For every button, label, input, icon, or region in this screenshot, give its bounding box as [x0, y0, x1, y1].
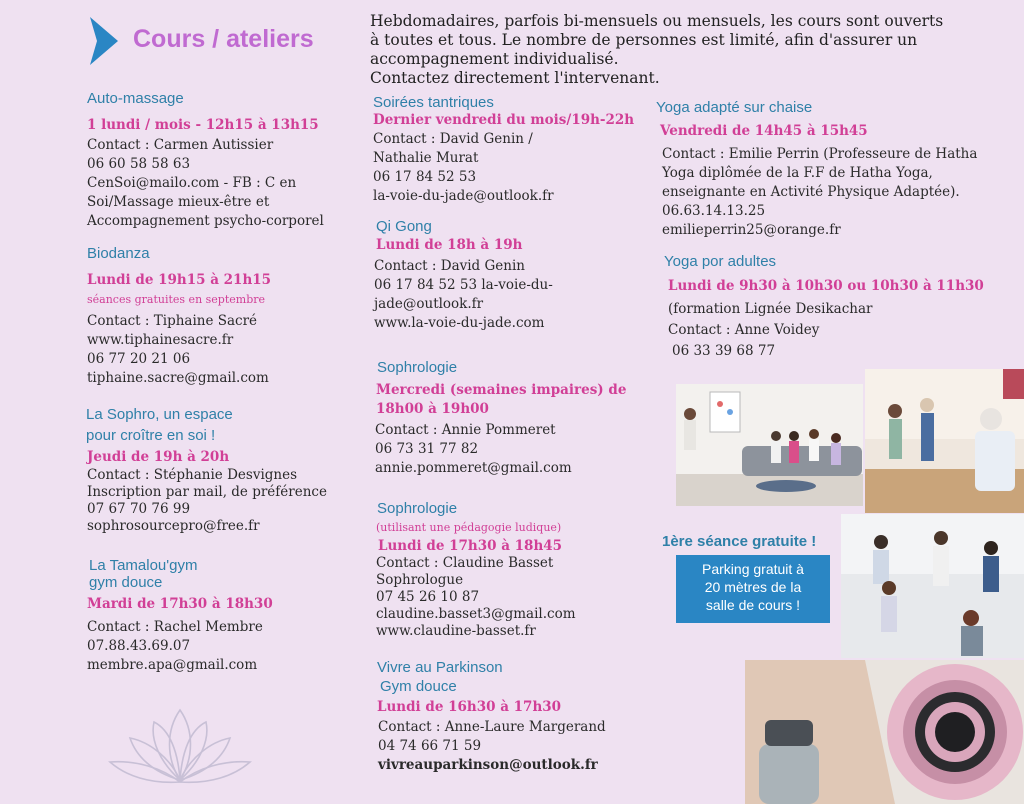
section-title-biodanza: Biodanza [87, 245, 150, 262]
schedule-sophrologie-2: Lundi de 17h30 à 18h45 [378, 538, 563, 554]
contact-sophrologie-2: Contact : Claudine Basset Sophrologue 07 45 26 10 87 claudine.basset3@gmail.com www.claudine-basset.fr [376, 555, 576, 639]
schedule-qigong: Lundi de 18h à 19h [376, 237, 523, 253]
note-biodanza: séances gratuites en septembre [87, 293, 266, 306]
schedule-sophro: Jeudi de 19h à 20h [87, 449, 230, 465]
contact-tantriques: Contact : David Genin / Nathalie Murat 06 17 84 52 53 la-voie-du-jade@outlook.fr [373, 131, 554, 204]
schedule-biodanza: Lundi de 19h15 à 21h15 [87, 272, 272, 288]
photo-yoga-mat [745, 660, 1024, 804]
free-session-label: 1ère séance gratuite ! [662, 533, 817, 550]
schedule-automassage: 1 lundi / mois - 12h15 à 13h15 [87, 117, 319, 133]
section-title-automassage: Auto-massage [87, 90, 184, 107]
photo-group-seated [676, 384, 863, 506]
section-title-sophro: La Sophro, un espace pour croître en soi ! [86, 406, 233, 444]
lotus-icon [100, 700, 260, 795]
parking-box: Parking gratuit à 20 mètres de la salle de cours ! [676, 555, 830, 623]
contact-sophrologie-1: Contact : Annie Pommeret 06 73 31 77 82 annie.pommeret@gmail.com [375, 422, 572, 476]
schedule-yoga-chaise: Vendredi de 14h45 à 15h45 [660, 123, 868, 139]
schedule-yoga-adultes: Lundi de 9h30 à 10h30 ou 10h30 à 11h30 [668, 278, 984, 294]
contact-automassage: Contact : Carmen Autissier 06 60 58 58 63 CenSoi@mailo.com - FB : C en Soi/Massage mieux-être et Accompagnement psycho-corporel [87, 137, 324, 229]
contact-yoga-chaise: Contact : Emilie Perrin (Professeure de Hatha Yoga diplômée de la F.F de Hatha Yoga, enseignante en Activité Physique Adaptée). 06.63.14.13.25 emilieperrin25@orange.fr [662, 146, 978, 238]
page-title: Cours / ateliers [133, 25, 314, 53]
section-title-yoga-adultes: Yoga por adultes [664, 253, 777, 270]
contact-qigong: Contact : David Genin 06 17 84 52 53 la-voie-du- jade@outlook.fr www.la-voie-du-jade.com [374, 258, 553, 331]
schedule-tamalou: Mardi de 17h30 à 18h30 [87, 596, 273, 612]
section-title-sophrologie-1: Sophrologie [377, 359, 458, 376]
contact-yoga-adultes: (formation Lignée Desikachar Contact : Anne Voidey 06 33 39 68 77 [668, 301, 873, 359]
section-title-qigong: Qi Gong [376, 218, 432, 235]
photo-senior-exercise [865, 369, 1024, 513]
photo-chair-circle [841, 514, 1024, 658]
section-title-tantriques: Soirées tantriques [373, 94, 494, 111]
schedule-sophrologie-1: Mercredi (semaines impaires) de 18h00 à 19h00 [376, 382, 627, 417]
intro-text: Hebdomadaires, parfois bi-mensuels ou mensuels, les cours sont ouverts à toutes et tous. Le nombre de personnes est limité, afin d'assurer un accompagnement individualisé. Contactez directement l'intervenant. [370, 12, 944, 87]
schedule-parkinson: Lundi de 16h30 à 17h30 [377, 699, 562, 715]
chevron-arrow-icon [88, 15, 120, 67]
section-title-parkinson: Vivre au Parkinson Gym douce [377, 659, 503, 695]
schedule-tantriques: Dernier vendredi du mois/19h-22h [373, 112, 635, 128]
contact-tamalou: Contact : Rachel Membre 07.88.43.69.07 membre.apa@gmail.com [87, 619, 263, 673]
contact-biodanza: Contact : Tiphaine Sacré www.tiphainesacre.fr 06 77 20 21 06 tiphaine.sacre@gmail.com [87, 313, 269, 386]
section-title-sophrologie-2: Sophrologie [377, 500, 458, 517]
note-sophrologie-2: (utilisant une pédagogie ludique) [376, 521, 562, 534]
section-title-yoga-chaise: Yoga adapté sur chaise [656, 99, 813, 116]
section-title-tamalou: La Tamalou'gym gym douce [89, 557, 198, 591]
contact-parkinson: Contact : Anne-Laure Margerand 04 74 66 71 59 vivreauparkinson@outlook.fr [378, 719, 606, 773]
contact-sophro: Contact : Stéphanie Desvignes Inscription par mail, de préférence 07 67 70 76 99 sophrosourcepro@free.fr [87, 467, 327, 534]
